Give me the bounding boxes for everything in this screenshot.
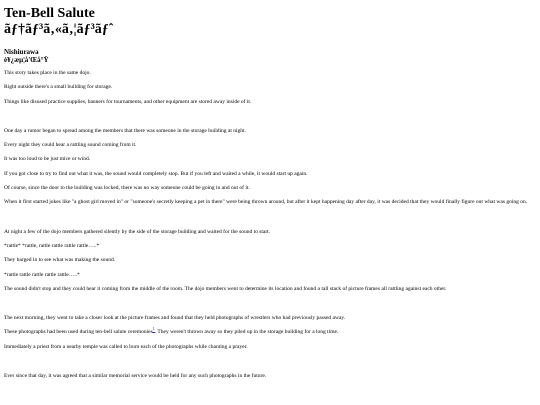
paragraph-9: When it first started jokes like "a ghost girl moved in" or "someone's secretly keeping a pet in there" were being thrown around, but after it kept happening day after day, it was decided that they would finally figure out what was going on. <box>4 199 528 206</box>
paragraph-16-text-start: These photographs had been used during ten-bell salute ceremonies <box>4 329 153 336</box>
story-body <box>4 70 536 381</box>
page-subtitle-japanese: ãƒ†ãƒ³ã‚«ã‚¦ãƒ³ãƒˆ <box>4 22 114 37</box>
paragraph-3: Things like disused practice supplies, banners for tournaments, and other equipment are stored away inside of it. <box>4 98 252 105</box>
paragraph-1: This story takes place in the same dojo. <box>4 70 91 76</box>
paragraph-13: *rattle rattle rattle rattle rattle…..* <box>4 271 80 278</box>
paragraph-6: It was too loud to be just mice or wind. <box>4 156 91 163</box>
paragraph-5: Every night they could hear a rattling sound coming from it. <box>4 142 137 149</box>
paragraph-12: They barged in to see what was making the sound. <box>4 257 116 264</box>
section-gap <box>4 358 536 373</box>
section-gap <box>4 214 536 229</box>
paragraph-7: If you got close to try to find out what it was, the sound would completely stop. But if you left and waited a while, it would start up again. <box>4 170 308 177</box>
author-name: Nishiurawa <box>4 48 39 56</box>
section-gap <box>4 113 536 128</box>
author-name-japanese: è¥¿æµ¦å'Œå°Ÿ <box>4 56 49 64</box>
paragraph-18: Ever since that day, it was agreed that a similar memorial service would be held for any such photographs in the future. <box>4 373 267 380</box>
paragraph-16-text-end: . They weren't thrown away so they piled up in the storage building for a long time. <box>154 329 339 336</box>
section-gap <box>4 300 536 315</box>
paragraph-4: One day a rumor began to spread among the members that there was someone in the storage building at night. <box>4 127 246 134</box>
paragraph-17: Immediately a priest from a nearby temple was called to burn each of the photographs while chanting a prayer. <box>4 343 248 350</box>
paragraph-11: *rattle* *rattle, rattle rattle rattle rattle…..* <box>4 242 100 249</box>
page-title: Ten-Bell Salute <box>4 6 95 21</box>
paragraph-14: The sound didn't stop and they could hear it coming from the middle of the room. The dojo members went to determine its location and found a tall stack of picture frames all rattling against each other. <box>4 285 447 292</box>
footnote-link[interactable]: 1 <box>152 326 155 332</box>
paragraph-15: The next morning, they went to take a closer look at the picture frames and found that they held photographs of wrestlers who had previously passed away. <box>4 315 346 322</box>
paragraph-8: Of course, since the door to the building was locked, there was no way someone could be going in and out of it. <box>4 185 250 192</box>
paragraph-16 <box>4 326 532 337</box>
paragraph-10: At night a few of the dojo members gathered silently by the side of the storage building and waited for the sound to start. <box>4 228 271 235</box>
paragraph-2: Right outside there's a small building for storage. <box>4 84 113 91</box>
